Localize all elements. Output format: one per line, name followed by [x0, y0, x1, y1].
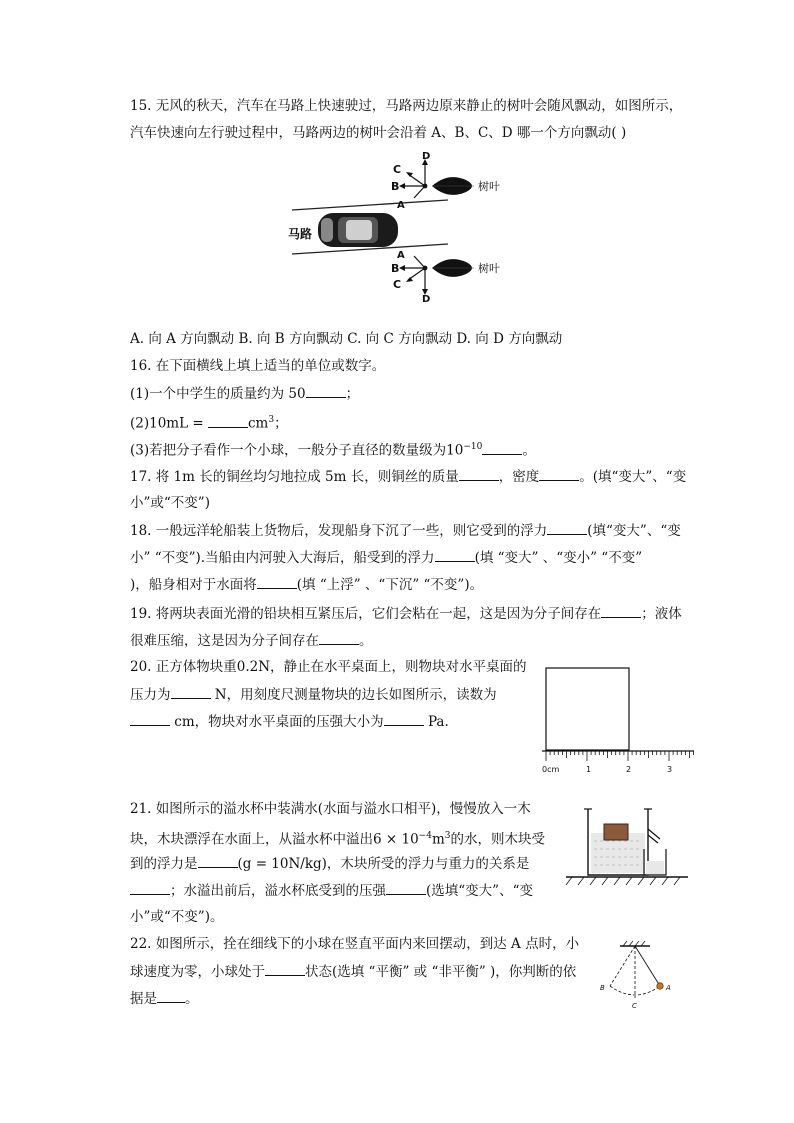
- point-label: B: [600, 984, 605, 992]
- q17-line1: [130, 466, 686, 487]
- dir-label: A: [397, 250, 405, 261]
- text: 到的浮力是: [130, 856, 198, 872]
- text: (选填“变大”、“变: [426, 883, 533, 899]
- answer-blank[interactable]: [306, 383, 346, 398]
- leaf-icon: [432, 259, 474, 277]
- q16-part3: [130, 437, 536, 461]
- text: 。: [359, 633, 373, 649]
- q22-line3: [130, 988, 199, 1009]
- answer-blank[interactable]: [130, 711, 170, 726]
- text: 很难压缩，这是因为分子间存在: [130, 633, 319, 649]
- text: 18. 一般远洋轮船装上货物后，发现船身下沉了一些，则它受到的浮力: [130, 523, 548, 539]
- answer-blank[interactable]: [265, 961, 305, 976]
- text: ；水溢出前后，溢水杯底受到的压强: [170, 883, 386, 899]
- dir-label: D: [422, 294, 431, 302]
- road-label: 马路: [288, 227, 313, 241]
- q20-line3: [130, 711, 449, 732]
- answer-blank[interactable]: [459, 466, 499, 481]
- ruler-label: 0cm: [542, 765, 560, 774]
- q15-line1: 15. 无风的秋天，汽车在马路上快速驶过，马路两边原来静止的树叶会随风飘动，如图所示，: [130, 98, 683, 114]
- text: 小” “不变”).当船由内河驶入大海后，船受到的浮力: [130, 550, 435, 566]
- cube-block: [546, 668, 629, 750]
- text: ；: [345, 386, 360, 402]
- dir-label: B: [391, 180, 400, 193]
- dir-label: B: [391, 262, 400, 275]
- q21-line3: [130, 853, 529, 874]
- leaf-label-top: 树叶: [478, 180, 500, 193]
- text: (填 “上浮” 、“下沉” “不变”)。: [296, 577, 484, 593]
- text: 状态(选填 “平衡” 或 “非平衡” )，你判断的依: [305, 964, 577, 980]
- q18-line2: [130, 547, 642, 568]
- leaf-label-bottom: 树叶: [478, 262, 500, 275]
- point-label: A: [666, 984, 671, 992]
- text: 19. 将两块表面光滑的铅块相互紧压后，它们会粘在一起，这是因为分子间存在: [130, 606, 602, 622]
- superscript: −10: [463, 442, 483, 452]
- text: 压力为: [130, 687, 171, 703]
- ruler-label: 2: [626, 765, 632, 774]
- wood-block: [604, 824, 628, 840]
- q19-line2: [130, 630, 373, 651]
- text: ；: [274, 415, 288, 432]
- answer-blank[interactable]: [198, 853, 238, 868]
- answer-blank[interactable]: [130, 880, 170, 895]
- answer-blank[interactable]: [601, 603, 641, 618]
- dir-label: C: [393, 278, 402, 291]
- text: 。(填“变大”、“变: [579, 469, 687, 485]
- answer-blank[interactable]: [547, 520, 587, 535]
- ruler-label: 3: [667, 765, 673, 774]
- answer-blank[interactable]: [171, 684, 211, 699]
- text: ；液体: [641, 606, 682, 622]
- text: (3)若把分子看作一个小球，一般分子直径的数量级为10: [130, 442, 464, 459]
- q21-line4: [130, 880, 533, 901]
- q22-line2: [130, 961, 576, 982]
- q15-line2: 汽车快速向左行驶过程中，马路两边的树叶会沿着 A、B、C、D 哪一个方向飘动( ): [130, 125, 627, 141]
- answer-blank[interactable]: [539, 466, 579, 481]
- superscript: −4: [418, 831, 432, 841]
- q22-line1: 22. 如图所示，拴在细线下的小球在竖直平面内来回摆动，到达 A 点时，小: [130, 936, 580, 952]
- text: 球速度为零，小球处于: [130, 964, 265, 980]
- text: (g = 10N/kg)，木块所受的浮力与重力的关系是: [237, 856, 530, 872]
- superscript: 3: [268, 415, 275, 425]
- answer-blank[interactable]: [319, 630, 359, 645]
- car-icon: [318, 213, 398, 247]
- pendulum-ball: [657, 983, 663, 989]
- text: ，密度: [498, 469, 540, 485]
- text: (填 “变大” 、“变小” “不变”: [474, 550, 643, 566]
- text: cm，物块对水平桌面的压强大小为: [170, 714, 384, 730]
- answer-blank[interactable]: [257, 574, 297, 589]
- ruler-label: 1: [586, 765, 592, 774]
- q20-line2: [130, 684, 497, 705]
- text: (1)一个中学生的质量约为 50: [130, 386, 306, 402]
- q20-ruler-figure: [538, 664, 698, 776]
- q22-pendulum-figure: [590, 936, 690, 1016]
- answer-blank[interactable]: [157, 988, 185, 1003]
- q21-line5: 小”或“不变”)。: [130, 909, 224, 925]
- q18-line1: [130, 520, 681, 541]
- text: (2)10mL =: [130, 415, 208, 432]
- q15-options: A. 向 A 方向飘动 B. 向 B 方向飘动 C. 向 C 方向飘动 D. 向 D 方向飘动: [130, 331, 563, 347]
- text: Pa.: [423, 714, 449, 730]
- text: 的水，则木块受: [450, 831, 545, 848]
- text: 。: [522, 442, 536, 459]
- dir-label: A: [397, 200, 405, 211]
- text: N，用刻度尺测量物块的边长如图所示，读数为: [210, 687, 497, 703]
- text: 17. 将 1m 长的铜丝均匀地拉成 5m 长，则铜丝的质量: [130, 469, 459, 485]
- text: (填“变大”、“变: [587, 523, 681, 539]
- q20-line1: 20. 正方体物块重0.2N，静止在水平桌面上，则物块对水平桌面的: [130, 659, 527, 675]
- unit: cm: [247, 415, 269, 432]
- unit: m: [431, 831, 445, 848]
- dir-label: D: [422, 151, 431, 162]
- dir-label: C: [393, 163, 402, 176]
- answer-blank[interactable]: [384, 711, 424, 726]
- q19-line1: [130, 603, 682, 624]
- superscript: 3: [444, 831, 451, 841]
- q16-stem: 16. 在下面横线上填上适当的单位或数字。: [130, 358, 386, 374]
- text: 块，木块漂浮在水面上，从溢水杯中溢出6 × 10: [130, 831, 419, 848]
- text: )，船身相对于水面将: [130, 577, 257, 593]
- answer-blank[interactable]: [386, 880, 426, 895]
- q21-overflow-cup-figure: [562, 803, 692, 889]
- q16-part1: [130, 383, 359, 404]
- answer-blank[interactable]: [435, 547, 475, 562]
- q17-line2: 小”或“不变”): [130, 495, 210, 511]
- q21-line1: 21. 如图所示的溢水杯中装满水(水面与溢水口相平)，慢慢放入一木: [130, 801, 531, 817]
- answer-blank[interactable]: [482, 440, 522, 455]
- q16-part2: [130, 410, 288, 434]
- point-label: C: [632, 1002, 637, 1010]
- text: 。: [185, 991, 199, 1007]
- q18-line3: [130, 574, 483, 595]
- answer-blank[interactable]: [208, 413, 248, 428]
- leaf-icon: [432, 177, 474, 195]
- text: 据是: [130, 991, 157, 1007]
- q21-line2: [130, 826, 545, 850]
- q15-figure: [288, 150, 508, 302]
